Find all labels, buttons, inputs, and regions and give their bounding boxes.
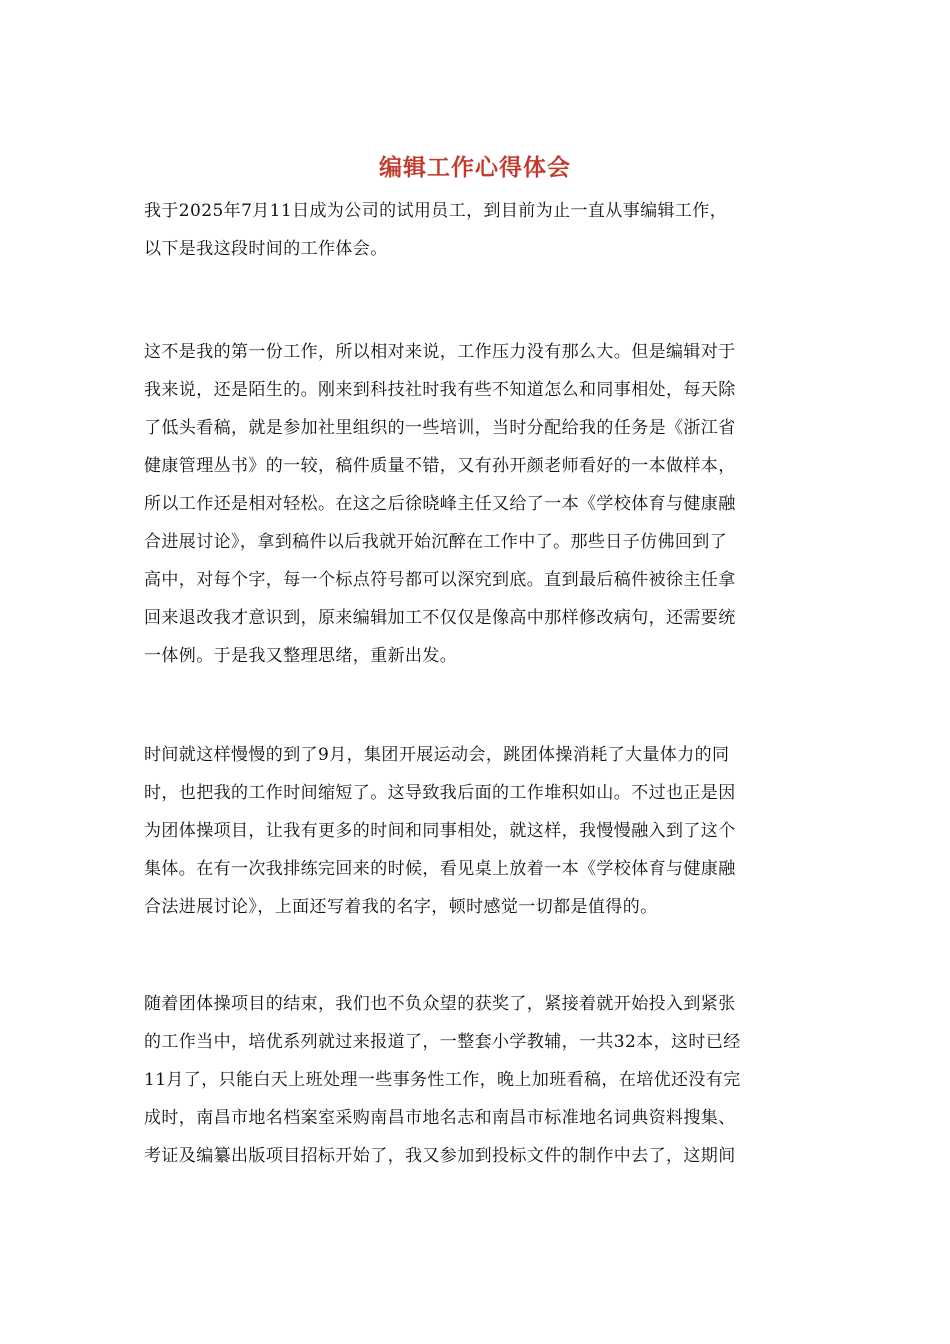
text-line: 合法进展讨论》，上面还写着我的名字，顿时感觉一切都是值得的。 bbox=[144, 897, 658, 917]
text-line: 11月了，只能白天上班处理一些事务性工作，晚上加班看稿，在培优还没有完 bbox=[144, 1070, 741, 1090]
body-paragraph-2 bbox=[144, 736, 824, 926]
text-line: 集体。在有一次我排练完回来的时候，看见桌上放着一本《学校体育与健康融 bbox=[144, 859, 736, 879]
text-line: 了低头看稿，就是参加社里组织的一些培训，当时分配给我的任务是《浙江省 bbox=[144, 418, 736, 438]
text-line: 回来退改我才意识到，原来编辑加工不仅仅是像高中那样修改病句，还需要统 bbox=[144, 608, 736, 628]
text-line: 高中，对每个字，每一个标点符号都可以深究到底。直到最后稿件被徐主任拿 bbox=[144, 570, 736, 590]
text-line: 这不是我的第一份工作，所以相对来说，工作压力没有那么大。但是编辑对于 bbox=[144, 342, 736, 362]
text-line: 一体例。于是我又整理思绪，重新出发。 bbox=[144, 646, 458, 666]
text-line: 时，也把我的工作时间缩短了。这导致我后面的工作堆积如山。不过也正是因 bbox=[144, 783, 736, 803]
text-line: 以下是我这段时间的工作体会。 bbox=[144, 239, 388, 259]
text-line: 随着团体操项目的结束，我们也不负众望的获奖了，紧接着就开始投入到紧张 bbox=[144, 994, 736, 1014]
text-line: 的工作当中，培优系列就过来报道了，一整套小学教辅，一共32本，这时已经 bbox=[144, 1032, 741, 1052]
text-line: 健康管理丛书》的一较，稿件质量不错，又有孙开颜老师看好的一本做样本， bbox=[144, 456, 736, 476]
text-line: 为团体操项目，让我有更多的时间和同事相处，就这样，我慢慢融入到了这个 bbox=[144, 821, 736, 841]
body-paragraph-1 bbox=[144, 333, 824, 675]
document-title: 编辑工作心得体会 bbox=[379, 154, 571, 181]
intro-paragraph bbox=[144, 192, 824, 268]
body-paragraph-3 bbox=[144, 985, 824, 1175]
text-line: 我来说，还是陌生的。刚来到科技社时我有些不知道怎么和同事相处，每天除 bbox=[144, 380, 736, 400]
text-line: 所以工作还是相对轻松。在这之后徐晓峰主任又给了一本《学校体育与健康融 bbox=[144, 494, 736, 514]
text-line: 考证及编纂出版项目招标开始了，我又参加到投标文件的制作中去了，这期间 bbox=[144, 1146, 736, 1166]
text-line: 我于2025年7月11日成为公司的试用员工，到目前为止一直从事编辑工作， bbox=[144, 201, 728, 221]
text-line: 成时，南昌市地名档案室采购南昌市地名志和南昌市标准地名词典资料搜集、 bbox=[144, 1108, 736, 1128]
text-line: 时间就这样慢慢的到了9月，集团开展运动会，跳团体操消耗了大量体力的同 bbox=[144, 745, 730, 765]
text-line: 合进展讨论》，拿到稿件以后我就开始沉醉在工作中了。那些日子仿佛回到了 bbox=[144, 532, 728, 552]
